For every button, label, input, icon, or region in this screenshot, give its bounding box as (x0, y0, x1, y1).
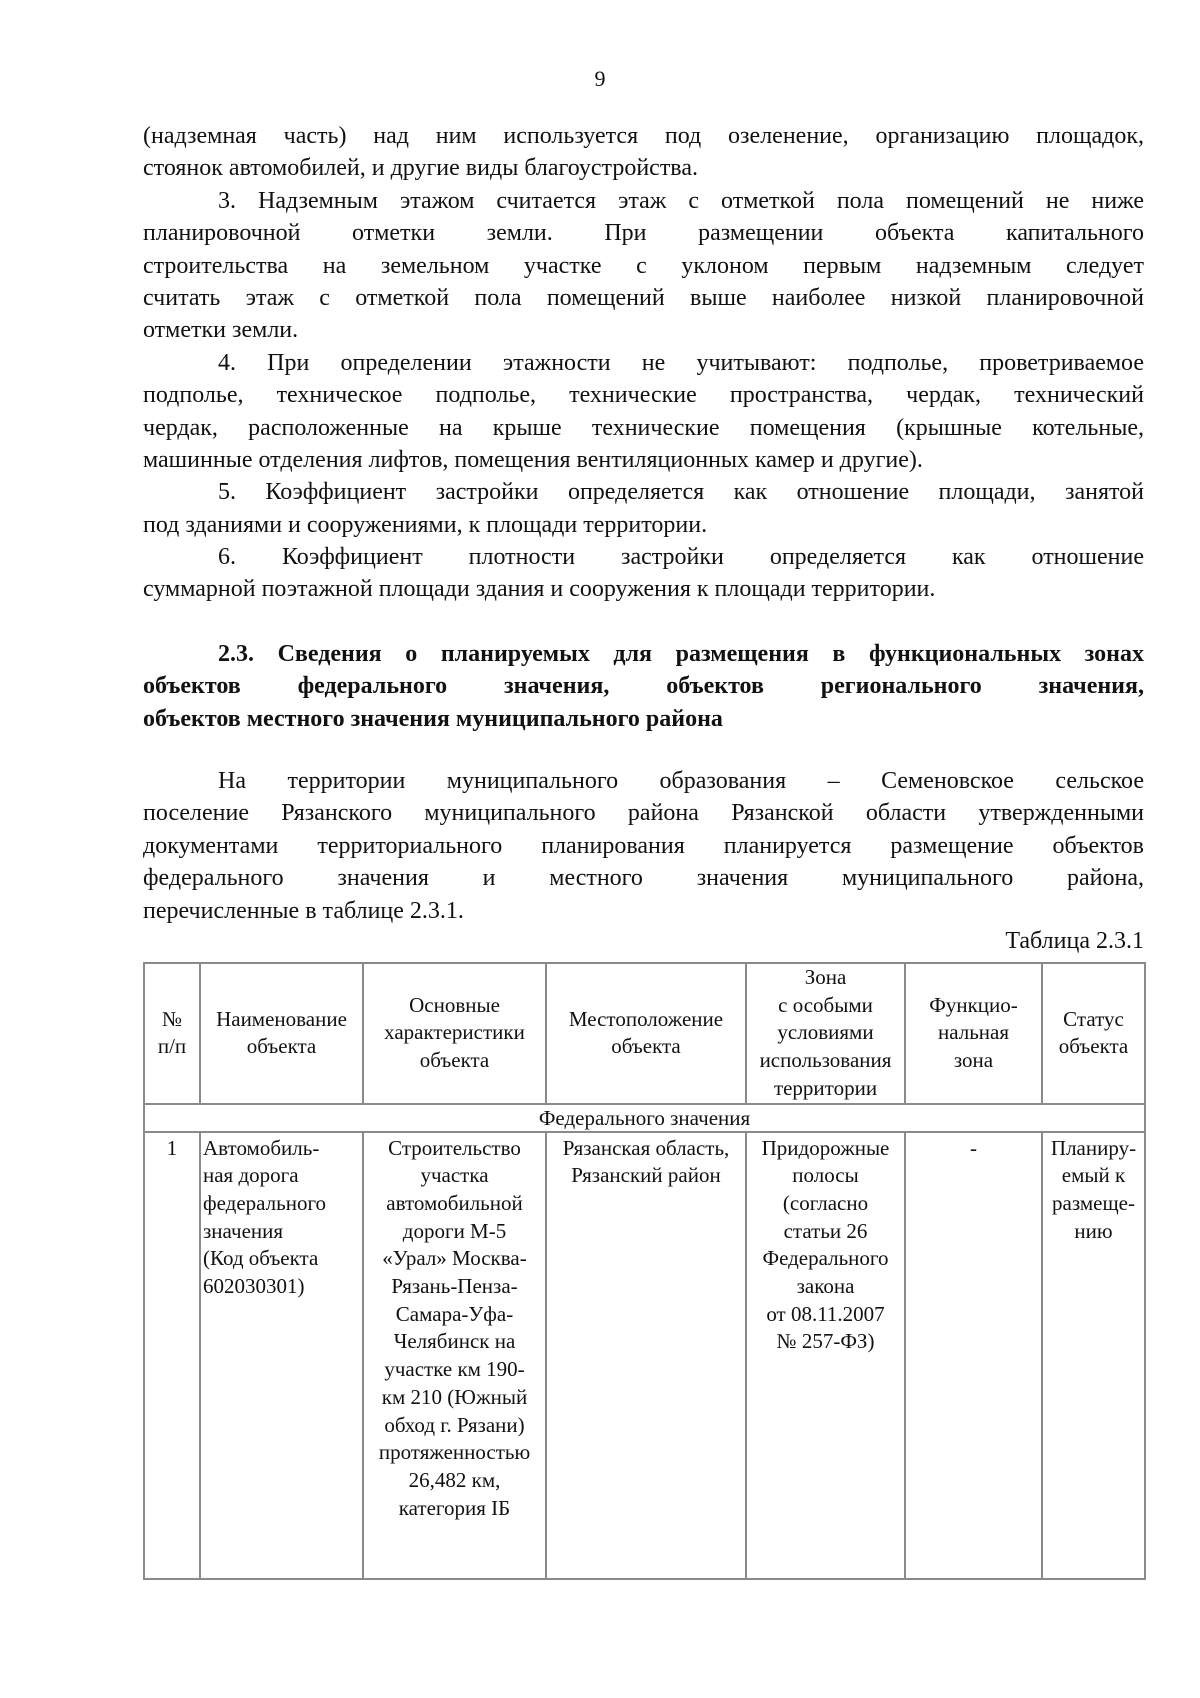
cell-line: Рязанская область, (562, 1135, 730, 1160)
header-line: условиями (777, 1020, 874, 1045)
header-line: объекта (419, 1048, 490, 1073)
text-line: 4. При определении этажности не учитывают: подполье, проветриваемое (218, 349, 1144, 376)
cell-line: протяженностью (378, 1440, 531, 1465)
cell-line: 602030301) (203, 1274, 305, 1299)
text-line: федерального значения и местного значения муниципального района, (143, 865, 1144, 892)
group-label-federal: Федерального значения (144, 1104, 1145, 1132)
cell-line: Федерального (762, 1246, 889, 1271)
header-line: Зона (804, 965, 847, 989)
cell-line: размеще- (1052, 1190, 1135, 1215)
text-line: стоянок автомобилей, и другие виды благоустройства. (143, 155, 698, 182)
header-characteristics (363, 963, 546, 1104)
cell-line: автомобильной (386, 1190, 523, 1215)
text-line: под зданиями и сооружениями, к площади территории. (143, 511, 708, 538)
header-zone-special (746, 963, 905, 1104)
cell-line: 26,482 км, (408, 1467, 501, 1492)
cell-functional-zone (905, 1132, 1042, 1579)
cell-line: «Урал» Москва- (382, 1246, 527, 1271)
section-paragraph (143, 765, 1144, 927)
header-line: Основные (409, 992, 500, 1017)
cell-line: закона (796, 1274, 855, 1299)
cell-line: Рязань-Пенза- (391, 1274, 518, 1299)
table-row (144, 1132, 1145, 1579)
cell-number (144, 1132, 200, 1579)
cell-line: статьи 26 (783, 1218, 868, 1243)
cell-line: участка (420, 1163, 489, 1188)
cell-line: значения (203, 1218, 284, 1243)
header-line: характеристики (384, 1020, 525, 1045)
header-line: с особыми (778, 992, 873, 1017)
cell-line: дороги М-5 (402, 1218, 507, 1243)
section-heading (143, 638, 1144, 735)
cell-line: (согласно (782, 1190, 869, 1215)
text-line: объектов федерального значения, объектов регионального значения, (143, 673, 1144, 700)
header-line: объекта (246, 1034, 317, 1059)
text-line: 6. Коэффициент плотности застройки определяется как отношение (218, 544, 1144, 571)
cell-location (546, 1132, 746, 1579)
objects-table (143, 962, 1146, 1580)
header-status (1042, 963, 1145, 1104)
text-line: документами территориального планирования планируется размещение объектов (143, 832, 1144, 859)
text-line: машинные отделения лифтов, помещения вентиляционных камер и другие). (143, 446, 923, 473)
header-line: п/п (157, 1034, 187, 1059)
cell-line: 1 (166, 1135, 178, 1160)
text-line: подполье, техническое подполье, технические пространства, чердак, технический (143, 382, 1144, 409)
header-number (144, 963, 200, 1104)
text-line: чердак, расположенные на крыше технические помещения (крышные котельные, (143, 414, 1144, 441)
text-line: (надземная часть) над ним используется под озеленение, организацию площадок, (143, 123, 1144, 149)
table-group-row (144, 1104, 1145, 1132)
cell-line: нию (1074, 1218, 1113, 1243)
text-line: перечисленные в таблице 2.3.1. (143, 897, 464, 924)
body-text (143, 120, 1144, 606)
header-line: использования (759, 1048, 892, 1073)
cell-line: км 210 (Южный (381, 1384, 528, 1409)
header-line: Функцио- (929, 992, 1018, 1017)
cell-line: (Код объекта (203, 1246, 319, 1271)
cell-line: Строительство (388, 1135, 521, 1160)
cell-status (1042, 1132, 1145, 1579)
cell-zone-special (746, 1132, 905, 1579)
header-line: Статус (1063, 1006, 1124, 1031)
table-header-row (144, 963, 1145, 1104)
text-line: 2.3. Сведения о планируемых для размещения в функциональных зонах (218, 641, 1144, 667)
text-line: На территории муниципального образования – Семеновское сельское (218, 768, 1144, 794)
cell-line: от 08.11.2007 (766, 1301, 885, 1326)
cell-line: Самара-Уфа- (395, 1301, 514, 1326)
cell-line: полосы (792, 1163, 859, 1188)
cell-line: категория IБ (398, 1495, 511, 1520)
header-location (546, 963, 746, 1104)
cell-line: емый к (1061, 1163, 1126, 1188)
cell-line: № 257-ФЗ) (776, 1329, 875, 1354)
text-line: строительства на земельном участке с уклоном первым надземным следует (143, 252, 1144, 279)
cell-line: - (970, 1135, 977, 1160)
text-line: 3. Надземным этажом считается этаж с отметкой пола помещений не ниже (218, 187, 1144, 214)
header-functional-zone (905, 963, 1042, 1104)
header-line: объекта (1058, 1034, 1129, 1059)
cell-line: Автомобиль- (203, 1135, 320, 1160)
text-line: 5. Коэффициент застройки определяется как отношение площади, занятой (218, 479, 1144, 506)
text-line: планировочной отметки земли. При размещении объекта капитального (143, 220, 1144, 247)
cell-line: Планиру- (1050, 1135, 1137, 1160)
text-line: поселение Рязанского муниципального района Рязанской области утвержденными (143, 800, 1144, 827)
cell-line: федерального (203, 1190, 327, 1215)
header-line: Наименование (216, 1006, 347, 1031)
header-line: нальная (937, 1020, 1010, 1045)
cell-line: ная дорога (203, 1163, 299, 1188)
header-line: Местоположение (568, 1006, 724, 1031)
header-line: территории (773, 1075, 878, 1100)
header-line: № (161, 1006, 183, 1031)
text-line: считать этаж с отметкой пола помещений выше наиболее низкой планировочной (143, 284, 1144, 311)
header-name (200, 963, 363, 1104)
text-line: отметки земли. (143, 317, 299, 344)
cell-line: обход г. Рязани) (384, 1412, 525, 1437)
header-line: зона (953, 1048, 994, 1073)
cell-name (200, 1132, 363, 1579)
cell-line: Челябинск на (393, 1329, 516, 1354)
cell-line: Придорожные (761, 1135, 890, 1160)
table-caption: Таблица 2.3.1 (1005, 928, 1144, 954)
cell-characteristics (363, 1132, 546, 1579)
text-line: объектов местного значения муниципального района (143, 705, 723, 732)
page-number: 9 (594, 66, 606, 91)
header-line: объекта (611, 1034, 681, 1059)
cell-line: участке км 190- (384, 1357, 525, 1382)
text-line: суммарной поэтажной площади здания и сооружения к площади территории. (143, 576, 936, 603)
cell-line: Рязанский район (571, 1163, 721, 1188)
